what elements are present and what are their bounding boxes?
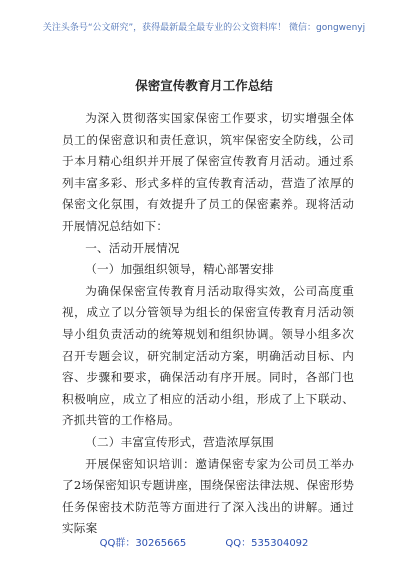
qq-number: QQ：535304092 <box>225 538 309 549</box>
subsection-heading: （一）加强组织领导，精心部署安排 <box>85 262 274 277</box>
document-title: 保密宣传教育月工作总结 <box>135 78 273 93</box>
page-footer <box>0 534 408 549</box>
page-header-note: 关注头条号“公文研究”，获得最新最全最专业的公文资料库！ 微信：gongwenyj <box>42 23 366 33</box>
document-body <box>62 108 354 540</box>
qq-group-number: QQ群：30265665 <box>99 538 187 549</box>
subsection-paragraph: 开展保密知识培训：邀请保密专家为公司员工举办了2场保密知识专题讲座，围绕保密法律法规、保密形势任务保密技术防范等方面进行了深入浅出的讲解。通过实际案 <box>62 456 354 536</box>
subsection-heading: （二）丰富宣传形式，营造浓厚氛围 <box>85 434 274 449</box>
intro-paragraph: 为深入贯彻落实国家保密工作要求，切实增强全体员工的保密意识和责任意识，筑牢保密安全防线，公司于本月精心组织并开展了保密宣传教育月活动。通过系列丰富多彩、形式多样的宣传教育活动，营造了浓厚的保密文化氛围，有效提升了员工的保密素养。现将活动开展情况总结如下： <box>62 111 354 233</box>
subsection-paragraph: 为确保保密宣传教育月活动取得实效，公司高度重视，成立了以分管领导为组长的保密宣传教育月活动领导小组负责活动的统筹规划和组织协调。领导小组多次召开专题会议，研究制定活动方案，明确活动目标、内容、步骤和要求，确保活动有序开展。同时，各部门也积极响应，成立了相应的活动小组，形成了上下联动、齐抓共管的工作格局。 <box>62 283 354 428</box>
section-heading: 一、活动开展情况 <box>85 240 180 255</box>
